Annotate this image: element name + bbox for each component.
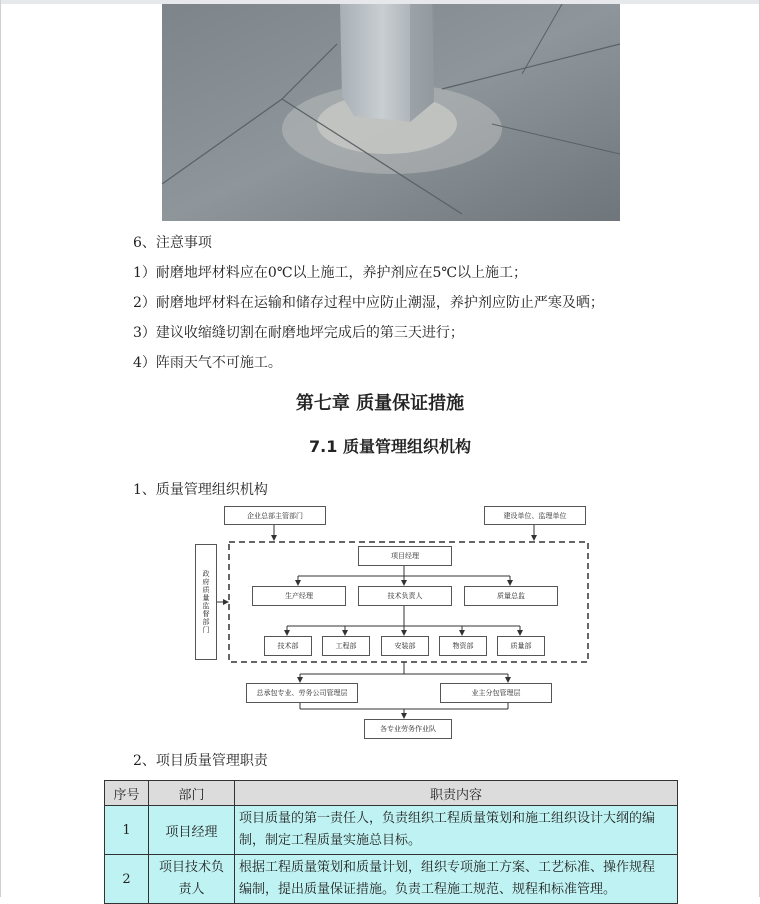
section-title: 7.1 质量管理组织机构 (309, 437, 471, 456)
org-box-l2: 生产经理 (252, 586, 346, 606)
row-no: 1 (105, 806, 149, 855)
org-chart (190, 502, 590, 740)
note-item: 2）耐磨地坪材料在运输和储存过程中应防止潮湿，养护剂应防止严寒及晒； (133, 295, 604, 311)
row-desc (235, 855, 678, 904)
org-chart-connectors (190, 502, 590, 740)
org-box-l2: 质量总监 (464, 586, 558, 606)
col-header-no: 序号 (105, 781, 149, 806)
org-box-hq: 企业总部主管部门 (224, 506, 326, 525)
row-desc-line: 制，制定工程质量实施总目标。 (239, 833, 422, 848)
note-item: 4）阵雨天气不可施工。 (133, 355, 282, 371)
row-desc-line: 项目质量的第一责任人，负责组织工程质量策划和施工组织设计大纲的编 (239, 811, 656, 826)
org-box-l3: 物资部 (439, 636, 487, 656)
row-no: 2 (105, 855, 149, 904)
note-item: 3）建议收缩缝切割在耐磨地坪完成后的第三天进行； (133, 325, 464, 341)
table-row (105, 806, 678, 855)
floor-photo (162, 4, 620, 221)
row-desc (235, 806, 678, 855)
org-box-l2: 技术负责人 (358, 586, 452, 606)
row-dept: 项目经理 (149, 806, 235, 855)
row-desc-line: 编制，提出质量保证措施。负责工程施工规范、规程和标准管理。 (239, 882, 617, 897)
org-box-l4: 业主分包管理层 (440, 683, 552, 703)
row-desc-line: 根据工程质量策划和质量计划，组织专项施工方案、工艺标准、操作规程 (239, 860, 656, 875)
org-box-l3: 工程部 (322, 636, 370, 656)
table-row (105, 855, 678, 904)
org-box-owner: 建设单位、监理单位 (484, 506, 586, 525)
row-dept (149, 855, 235, 904)
subsection-duty-heading: 2、项目质量管理职责 (133, 753, 268, 769)
table-header-row (105, 781, 678, 806)
org-box-l4: 总承包专业、劳务公司管理层 (246, 683, 358, 703)
duty-table (104, 780, 678, 904)
org-box-l3: 技术部 (264, 636, 312, 656)
org-box-pm: 项目经理 (358, 546, 452, 566)
subsection-org-heading: 1、质量管理组织机构 (133, 482, 268, 498)
col-header-desc: 职责内容 (235, 781, 678, 806)
col-header-dept: 部门 (149, 781, 235, 806)
row-dept-line: 项目技术负 (158, 860, 224, 875)
org-box-team: 各专业劳务作业队 (364, 719, 452, 739)
org-box-gov: 政府质量监督部门 (195, 544, 217, 660)
org-box-l3: 安装部 (381, 636, 429, 656)
row-dept-line: 责人 (178, 882, 205, 897)
org-box-l3: 质量部 (497, 636, 545, 656)
note-item: 1）耐磨地坪材料应在0℃以上施工，养护剂应在5℃以上施工； (133, 265, 528, 281)
notes-heading: 6、注意事项 (133, 235, 212, 251)
chapter-title: 第七章 质量保证措施 (295, 393, 465, 414)
